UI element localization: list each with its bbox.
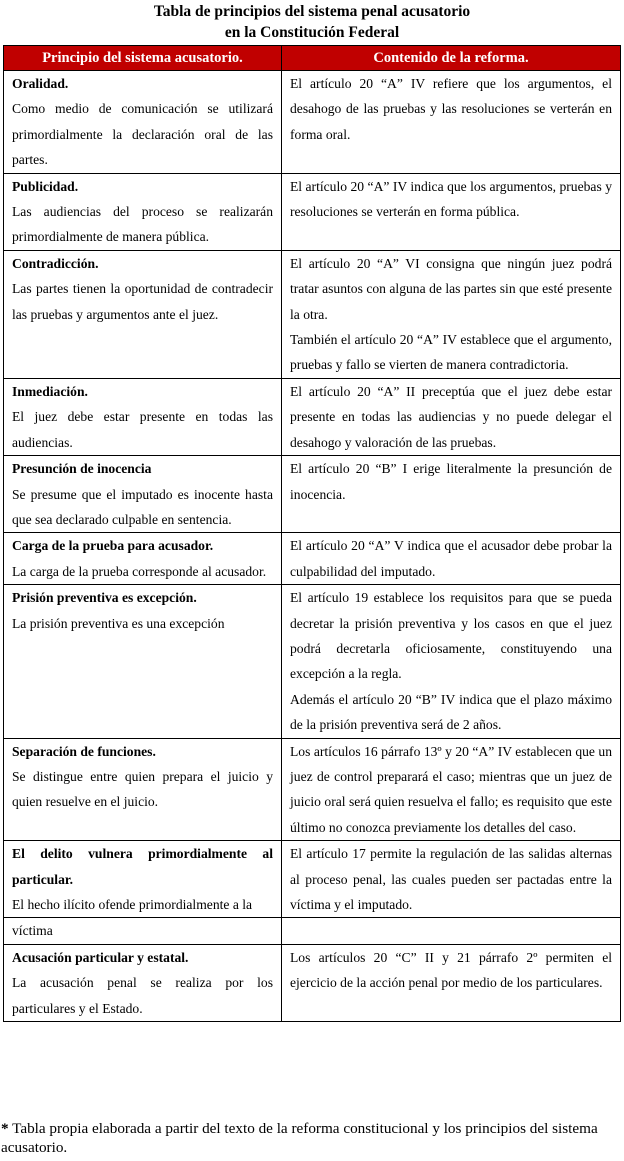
principle-name: Carga de la prueba para acusador. (12, 538, 214, 554)
principle-name: Oralidad. (12, 76, 69, 91)
content-cell (282, 944, 621, 1021)
principle-description: La carga de la prueba corresponde al acusador. (12, 563, 267, 579)
content-cell (282, 585, 621, 738)
table-row (4, 250, 621, 378)
header-content: Contenido de la reforma. (282, 46, 621, 71)
principle-name: Prisión preventiva es excepción. (12, 590, 197, 606)
table-row (4, 173, 621, 250)
content-paragraph: Además el artículo 20 “B” IV indica que el plazo máximo de la prisión preventiva será de 2 años. (290, 691, 612, 733)
principle-name: Presunción de inocencia (12, 461, 152, 477)
header-principle: Principio del sistema acusatorio. (4, 46, 282, 71)
content-cell-continuation (282, 918, 621, 944)
header-row (4, 46, 621, 71)
principle-name: Acusación particular y estatal. (12, 949, 189, 965)
principle-cell (4, 738, 282, 841)
content-paragraph: El artículo 20 “A” V indica que el acusador debe probar la culpabilidad del imputado. (290, 538, 612, 579)
content-paragraph: El artículo 20 “A” IV indica que los argumentos, pruebas y resoluciones se verterán en forma pública. (290, 178, 612, 220)
principle-cell (4, 378, 282, 455)
table-row (4, 71, 621, 174)
principle-cell (4, 944, 282, 1021)
table-row (4, 378, 621, 455)
content-paragraph: El artículo 20 “A” II preceptúa que el juez debe estar presente en todas las audiencias y no puede delegar el desahogo y valoración de las pruebas. (290, 383, 612, 450)
content-cell (282, 378, 621, 455)
principle-name: El delito vulnera primordialmente al particular. (12, 846, 273, 887)
content-cell (282, 841, 621, 918)
footnote (0, 1119, 624, 1157)
footnote-text: Tabla propia elaborada a partir del texto de la reforma constitucional y los principios del sistema acusatorio. (1, 1120, 598, 1156)
title-line-2: en la Constitución Federal (224, 24, 400, 41)
table-row-continuation (4, 918, 621, 944)
principle-description: Las partes tienen la oportunidad de contradecir las pruebas y argumentos ante el juez. (12, 281, 273, 322)
content-cell (282, 250, 621, 378)
content-cell (282, 173, 621, 250)
table-row (4, 533, 621, 585)
principle-cell (4, 173, 282, 250)
principle-cell (4, 250, 282, 378)
content-cell (282, 738, 621, 841)
principle-name: Publicidad. (12, 178, 79, 194)
footnote-marker: * (1, 1120, 9, 1137)
content-paragraph: El artículo 20 “A” IV refiere que los argumentos, el desahogo de las pruebas y las resoluciones se verterán en forma oral. (290, 76, 612, 142)
content-paragraph: El artículo 20 “A” VI consigna que ningún juez podrá tratar asuntos con alguna de las partes sin que esté presente la otra. (290, 255, 612, 322)
content-cell (282, 533, 621, 585)
table-row (4, 456, 621, 533)
principle-description: La prisión preventiva es una excepción (12, 615, 225, 631)
table-row (4, 738, 621, 841)
principle-cell-continuation (4, 918, 282, 944)
table-row (4, 841, 621, 918)
content-paragraph: El artículo 17 permite la regulación de las salidas alternas al proceso penal, las cuales pueden ser pactadas entre la víctima y el imputado. (290, 846, 612, 912)
principle-name: Separación de funciones. (12, 743, 156, 759)
principle-description: La acusación penal se realiza por los particulares y el Estado. (12, 975, 273, 1016)
principle-cell (4, 585, 282, 738)
content-paragraph: El artículo 19 establece los requisitos para que se pueda decretar la prisión preventiva y los casos en que el juez podrá decretarla oficiosamente, constituyendo una excepción a la regla. (290, 590, 612, 682)
principle-name: Inmediación. (12, 383, 88, 399)
principle-description: Como medio de comunicación se utilizará primordialmente la declaración oral de las partes. (12, 101, 273, 168)
content-cell (282, 71, 621, 174)
principle-description: Se distingue entre quien prepara el juicio y quien resuelve en el juicio. (12, 768, 273, 810)
principle-description: El hecho ilícito ofende primordialmente a la (12, 897, 253, 912)
content-paragraph: También el artículo 20 “A” IV establece que el argumento, pruebas y fallo se vierten de manera contradictoria. (290, 332, 612, 373)
table-row (4, 944, 621, 1021)
content-paragraph: El artículo 20 “B” I erige literalmente la presunción de inocencia. (290, 461, 612, 502)
title-line-1: Tabla de principios del sistema penal acusatorio (153, 3, 471, 20)
principle-description: Las audiencias del proceso se realizarán primordialmente de manera pública. (12, 204, 273, 245)
principle-cell (4, 71, 282, 174)
content-cell (282, 456, 621, 533)
principles-table (3, 45, 621, 1022)
principle-cell (4, 533, 282, 585)
principle-description: El juez debe estar presente en todas las audiencias. (12, 409, 273, 450)
principle-description-continuation: víctima (12, 923, 53, 939)
table-title (0, 0, 624, 43)
principle-cell (4, 456, 282, 533)
table-row (4, 585, 621, 738)
content-paragraph: Los artículos 16 párrafo 13º y 20 “A” IV establecen que un juez de control preparará el caso; mientras que un juez de juicio oral será quien resuelva el fallo; es requisito que este último no conozca previamente los detalles del caso. (290, 743, 612, 835)
content-paragraph: Los artículos 20 “C” II y 21 párrafo 2º permiten el ejercicio de la acción penal por medio de los particulares. (290, 949, 612, 991)
principle-name: Contradicción. (12, 255, 99, 271)
principle-cell (4, 841, 282, 918)
principle-description: Se presume que el imputado es inocente hasta que sea declarado culpable en sentencia. (12, 486, 273, 527)
